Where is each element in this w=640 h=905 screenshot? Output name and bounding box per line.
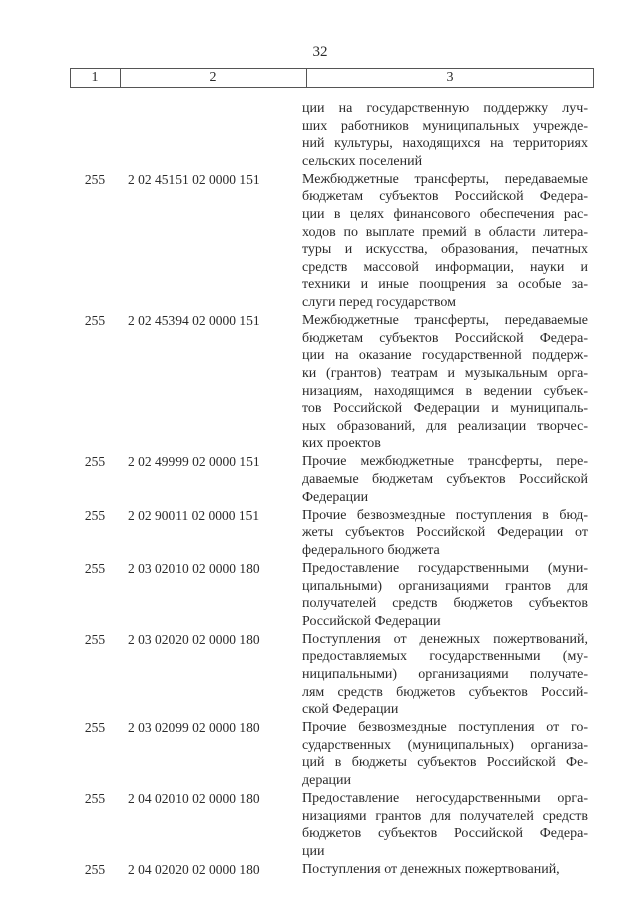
description-line: тов Российской Федерации и муниципаль- <box>302 401 588 417</box>
table-row <box>0 453 640 506</box>
table-row <box>0 507 640 560</box>
description-line: ки (грантов) театрам и музыкальным орга- <box>302 365 588 381</box>
description-line: туры и искусства, образования, печатных <box>302 242 588 258</box>
revenue-description <box>302 790 588 860</box>
revenue-description <box>302 453 588 506</box>
table-row <box>0 719 640 789</box>
revenue-description <box>302 861 588 879</box>
header-col-1: 1 <box>91 70 99 85</box>
header-col-3: 3 <box>446 70 454 85</box>
description-line: ших работников муниципальных учрежде- <box>302 118 588 134</box>
revenue-description <box>302 171 588 312</box>
description-line: Межбюджетные трансферты, передаваемые <box>302 171 588 187</box>
table-body <box>0 100 640 879</box>
description-line: бюджетов субъектов Российской Федера- <box>302 826 588 842</box>
table-row <box>0 100 640 170</box>
description-line: жеты субъектов Российской Федерации от <box>302 525 588 541</box>
description-line: ции в целях финансового обеспечения рас- <box>302 207 588 223</box>
table-row <box>0 790 640 860</box>
admin-code: 255 <box>84 454 106 470</box>
description-line: Федерации <box>302 489 369 505</box>
description-line: ции на государственную поддержку луч- <box>302 101 588 116</box>
description-line: низациям, находящимся в ведении субъек- <box>302 383 588 399</box>
description-line: сударственных (муниципальных) организа- <box>302 737 588 753</box>
table-row <box>0 861 640 879</box>
description-line: ных образований, для реализации творчес- <box>302 418 588 434</box>
description-line: Прочие безвозмездные поступления в бюд- <box>302 507 588 523</box>
budget-classification-code: 2 03 02020 02 0000 180 <box>128 631 260 647</box>
admin-code: 255 <box>84 791 106 807</box>
description-line: ких проектов <box>302 436 381 452</box>
table-header <box>70 68 594 88</box>
admin-code: 255 <box>84 720 106 736</box>
admin-code: 255 <box>84 631 106 647</box>
description-line: сельских поселений <box>302 153 423 169</box>
admin-code: 255 <box>84 171 106 187</box>
budget-classification-code: 2 02 45394 02 0000 151 <box>128 313 260 329</box>
description-line: техники и иные поощрения за особые за- <box>302 277 588 293</box>
description-line: бюджетам субъектов Российской Федера- <box>302 189 588 205</box>
description-line: ниципальными) организациями получате- <box>302 667 588 682</box>
description-line: ципальными) организациями грантов для <box>302 578 588 594</box>
description-line: ской Федерации <box>302 702 399 718</box>
description-line: средств массовой информации, науки и <box>302 259 588 275</box>
description-line: Межбюджетные трансферты, передаваемые <box>302 313 588 329</box>
description-line: получателей средств бюджетов субъектов <box>302 596 588 612</box>
budget-classification-code: 2 03 02099 02 0000 180 <box>128 720 260 736</box>
description-line: Предоставление негосударственными орга- <box>302 791 588 807</box>
description-line: Предоставление государственными (муни- <box>302 560 588 576</box>
revenue-description <box>302 631 588 719</box>
description-line: дерации <box>302 773 352 789</box>
description-line: ции <box>302 843 325 859</box>
admin-code: 255 <box>84 313 106 329</box>
description-line: ний культуры, находящихся на территориях <box>302 136 588 152</box>
description-line: бюджетам субъектов Российской Федера- <box>302 330 588 346</box>
revenue-description <box>302 719 588 789</box>
budget-classification-code: 2 04 02020 02 0000 180 <box>128 862 260 878</box>
page-number: 32 <box>312 44 328 60</box>
description-line: Российской Федерации <box>302 613 441 629</box>
admin-code: 255 <box>84 560 106 576</box>
description-line: предоставляемых государственными (му- <box>302 649 588 665</box>
description-line: Поступления от денежных пожертвований, <box>302 862 560 878</box>
description-line: низациями грантов для получателей средств <box>302 808 588 824</box>
revenue-description <box>302 560 588 630</box>
description-line: даваемые бюджетам субъектов Российской <box>302 471 588 487</box>
description-line: ций в бюджеты субъектов Российской Фе- <box>302 755 588 771</box>
revenue-description <box>302 312 588 453</box>
description-line: лям средств бюджетов субъектов Россий- <box>302 684 588 700</box>
description-line: ходов по выплате премий в области литера- <box>302 224 588 240</box>
table-row <box>0 312 640 453</box>
revenue-description <box>302 507 588 560</box>
table-row <box>0 631 640 719</box>
table-row <box>0 560 640 630</box>
admin-code: 255 <box>84 862 106 878</box>
revenue-description <box>302 100 588 170</box>
header-divider <box>593 69 594 87</box>
description-line: ции на оказание государственной поддерж- <box>302 348 588 364</box>
budget-classification-code: 2 03 02010 02 0000 180 <box>128 560 260 576</box>
description-line: Поступления от денежных пожертвований, <box>302 631 588 647</box>
budget-classification-code: 2 04 02010 02 0000 180 <box>128 791 260 807</box>
description-line: федерального бюджета <box>302 542 440 558</box>
description-line: слуги перед государством <box>302 295 456 311</box>
description-line: Прочие безвозмездные поступления от го- <box>302 720 588 736</box>
budget-classification-code: 2 02 90011 02 0000 151 <box>128 507 260 523</box>
admin-code: 255 <box>84 507 106 523</box>
budget-classification-code: 2 02 45151 02 0000 151 <box>128 171 260 187</box>
table-row <box>0 171 640 312</box>
description-line: Прочие межбюджетные трансферты, пере- <box>302 454 588 470</box>
budget-classification-code: 2 02 49999 02 0000 151 <box>128 454 260 470</box>
header-col-2: 2 <box>209 70 217 85</box>
